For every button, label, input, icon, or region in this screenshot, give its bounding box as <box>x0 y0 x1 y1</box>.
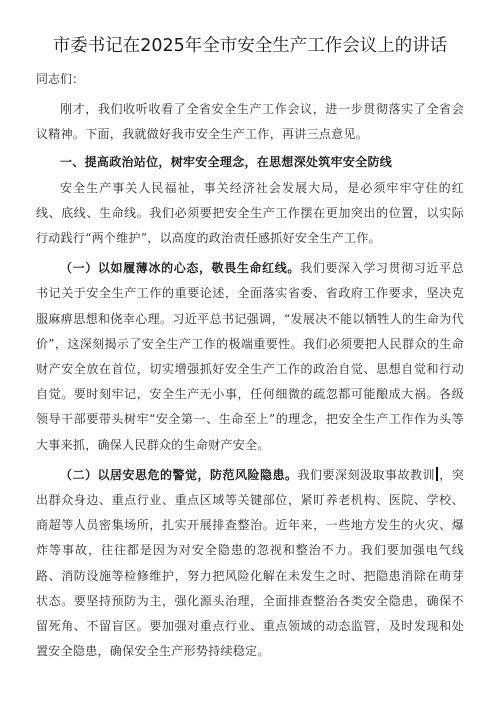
subsection-1-paragraph <box>36 256 464 458</box>
subsection-2-lead: （二）以居安思危的警觉，防范风险隐患。 <box>60 467 298 482</box>
subsection-1-lead: （一）以如履薄冰的心态，敬畏生命红线。 <box>60 261 301 276</box>
text-cursor <box>436 467 438 481</box>
section-1-paragraph: 安全生产事关人民福祉，事关经济社会发展大局，是必须牢牢守住的红线、底线、生命线。我们必须要把安全生产工作摆在更加突出的位置，以实际行动践行“两个维护”，以高度的政治责任感抓好安全生产工作。 <box>36 180 464 246</box>
subsection-2-body-a: 我们要深刻汲取事故教训 <box>297 467 435 482</box>
subsection-2-body-b: ，突出群众身边、重点行业、重点区域等关键部位，紧盯养老机构、医院、学校、商超等人员密集场所，扎实开展排查整治。近年来，一些地方发生的火灾、爆炸等事故，往往都是因为对安全隐患的忽视和整治不力。我们要加强电气线路、消防设施等检修维护，努力把风险化解在未发生之时、把隐患消除在萌芽状态。要坚持预防为主，强化源头治理，全面排查整治各类安全隐患，确保不留死角、不留盲区。要加强对重点行业、重点领域的动态监管，及时发现和处置安全隐患，确保安全生产形势持续稳定。 <box>36 467 464 659</box>
subsection-1-body: 我们要深入学习贯彻习近平总书记关于安全生产工作的重要论述，全面落实省委、省政府工作要求，坚决克服麻痹思想和侥幸心理。习近平总书记强调，“发展决不能以牺牲人的生命为代价”，这深刻揭示了安全生产工作的极端重要性。我们必须要把人民群众的生命财产安全放在首位，切实增强抓好安全生产工作的政治自觉、思想自觉和行动自觉。要时刻牢记，安全生产无小事，任何细微的疏忽都可能酿成大祸。各级领导干部要带头树牢“安全第一、生命至上”的理念，把安全生产工作作为头等大事来抓，确保人民群众的生命财产安全。 <box>36 261 465 452</box>
salutation: 同志们： <box>36 72 85 86</box>
section-1-heading: 一、提高政治站位，树牢安全理念，在思想深处筑牢安全防线 <box>60 155 393 170</box>
subsection-2-paragraph <box>36 463 464 665</box>
intro-paragraph: 刚才，我们收听收看了全省安全生产工作会议，进一步贯彻落实了全省会议精神。下面，我就做好我市安全生产工作，再讲三点意见。 <box>36 102 464 142</box>
document-title: 市委书记在2025年全市安全生产工作会议上的讲话 <box>52 36 448 56</box>
